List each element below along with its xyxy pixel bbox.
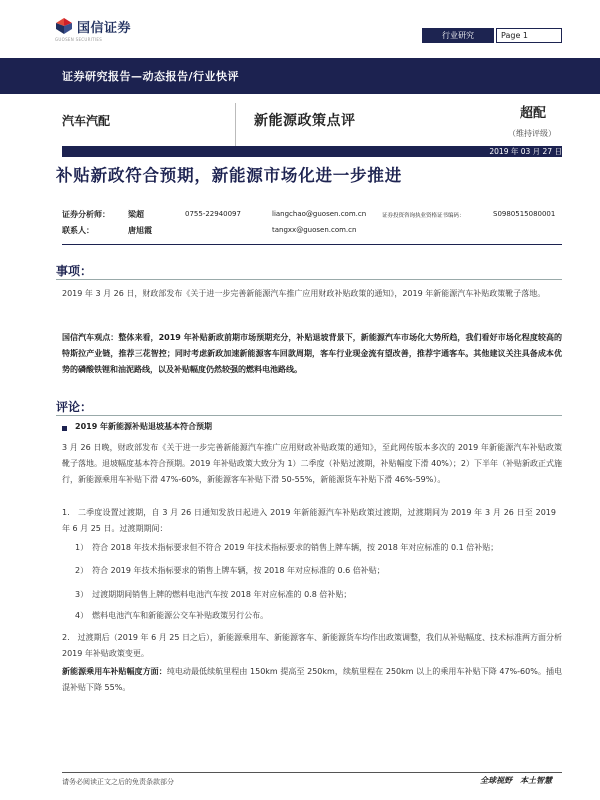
footer-slogan: 全球视野 本土智慧 <box>480 776 552 785</box>
last-paragraph-lead: 新能源乘用车补贴幅度方面： <box>62 667 167 676</box>
section-event-title: 事项： <box>56 264 93 278</box>
list-item-1: 1. 二季度设置过渡期，自 3 月 26 日通知发放日起进入 2019 年新能源汽车补贴政策过渡期，过渡期间为 2019 年 3 月 26 日至 2019 年 6 月 25 日。过渡期期间： <box>62 508 556 533</box>
report-topic: 新能源政策点评 <box>254 113 356 129</box>
last-paragraph <box>62 664 562 696</box>
contact-email[interactable]: tangxx@guosen.com.cn <box>272 226 357 234</box>
view-paragraph: 国信汽车观点：整体来看，2019 年补贴新政前期市场预期充分，补贴退坡背景下，新能源汽车市场化大势所趋，我们看好市场化程度较高的特斯拉产业链，推荐三花智控；同时考虑新政加速新能源客车回款周期，客车行业现金流有望改善，推荐宇通客车。其他建议关注具备成本优势的磷酸铁锂和油泥路线，以及补贴幅度仍然较强的燃料电池路线。 <box>62 333 562 374</box>
analyst-email[interactable]: liangchao@guosen.com.cn <box>272 210 367 218</box>
divider <box>235 103 236 147</box>
section-rule <box>56 279 562 280</box>
industry-label: 汽车汽配 <box>62 114 111 128</box>
logo-mark-icon <box>55 17 73 35</box>
bullet-square-icon <box>62 426 67 431</box>
banner-text: 证券研究报告—动态报告/行业快评 <box>62 70 240 83</box>
comment-paragraph: 3 月 26 日晚，财政部发布《关于进一步完善新能源汽车推广应用财政补贴政策的通知》，至此网传版本多次的 2019 年新能源汽车补贴政策靴子落地。退坡幅度基本符合预期。2019 年补贴政策大致分为 1）二季度（补贴过渡期，补贴幅度下滑 40%）；2）下半年（补贴新政正式施行，新能源乘用车补贴下滑 47%-60%，新能源客车补贴下滑 50-55%，新能源货车补贴下滑 46%-59%）。 <box>62 443 562 484</box>
analyst-phone: 0755-22940097 <box>185 210 241 218</box>
headline: 补贴新政符合预期，新能源市场化进一步推进 <box>56 166 402 185</box>
footer-rule <box>62 772 562 773</box>
list-item-2: 2. 过渡期后（2019 年 6 月 25 日之后），新能源乘用车、新能源客车、新能源货车均作出政策调整，我们从补贴幅度、技术标准两方面分析 2019 年补贴政策变更。 <box>62 633 562 658</box>
analyst-cert-label: 证券投资咨询执业资格证书编码： <box>382 213 465 219</box>
sub-item-1: 1） 符合 2018 年技术指标要求但不符合 2019 年技术指标要求的销售上牌车辆，按 2018 年对应标准的 0.1 倍补贴； <box>75 543 499 552</box>
page-number: Page 1 <box>496 28 562 43</box>
logo-text: 国信证券 <box>77 21 132 36</box>
section-rule <box>56 415 562 416</box>
company-logo <box>55 15 145 42</box>
rating: 超配 <box>520 106 547 121</box>
last-paragraph-text: 纯电动最低续航里程由 150km 提高至 250km，续航里程在 250km 以上的乘用车补贴下降 47%-60%。插电混补贴下降 55%。 <box>62 667 563 692</box>
event-paragraph: 2019 年 3 月 26 日，财政部发布《关于进一步完善新能源汽车推广应用财政补贴政策的通知》，2019 年新能源汽车补贴政策靴子落地。 <box>62 289 546 298</box>
rating-note: （维持评级） <box>508 129 556 138</box>
report-date: 2019 年 03 月 27 日 <box>489 147 562 156</box>
sub-item-2: 2） 符合 2019 年技术指标要求的销售上牌车辆，按 2018 年对应标准的 0.6 倍补贴； <box>75 566 385 575</box>
contact-role: 联系人： <box>62 226 94 235</box>
sub-item-4: 4） 燃料电池汽车和新能源公交车补贴政策另行公布。 <box>75 611 269 620</box>
report-type-tag: 行业研究 <box>422 28 494 43</box>
section-comment-title: 评论： <box>56 400 93 414</box>
analyst-name: 梁超 <box>128 210 144 219</box>
analyst-role: 证券分析师： <box>62 210 110 219</box>
logo-subtext: GUOSEN SECURITIES <box>55 37 103 42</box>
bullet-heading: 2019 年新能源补贴退坡基本符合预期 <box>75 422 213 431</box>
analyst-divider <box>62 244 562 245</box>
date-band <box>62 146 562 157</box>
sub-item-3: 3） 过渡期期间销售上牌的燃料电池汽车按 2018 年对应标准的 0.8 倍补贴； <box>75 590 352 599</box>
contact-name: 唐旭霞 <box>128 226 152 235</box>
footer-disclaimer: 请务必阅读正文之后的免责条款部分 <box>62 778 174 786</box>
analyst-cert: S0980515080001 <box>493 210 556 218</box>
